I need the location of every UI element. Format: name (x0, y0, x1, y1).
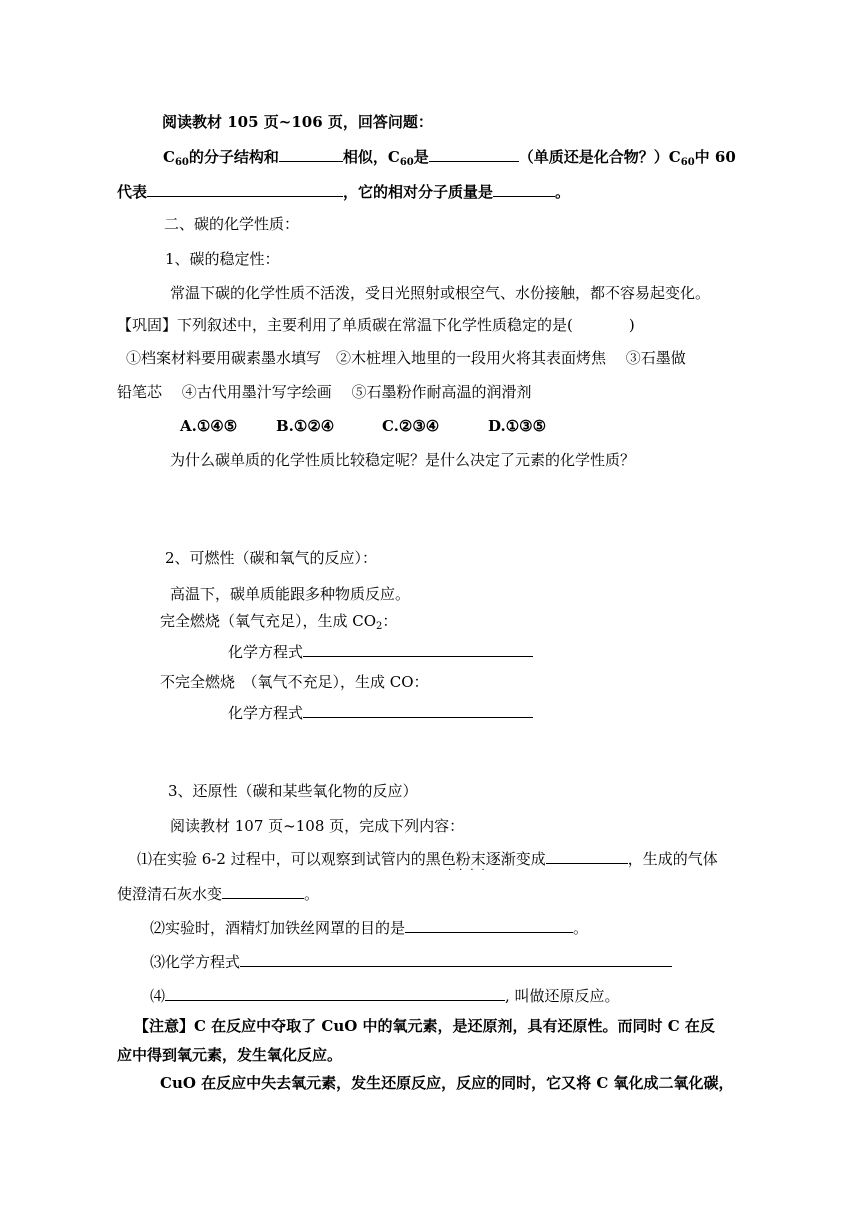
c60-question-line: $C_{60}$的分子结构和 相似，$C_{60}$是 （单质还是化合物？）$C_{60}$中 60 (163, 148, 736, 168)
subheading-combustibility: 2、可燃性（碳和氧气的反应）： (165, 549, 378, 567)
option-d[interactable]: D.①③⑤ (488, 417, 547, 435)
equation-line-1: 化学方程式 (228, 641, 533, 662)
subheading-reducibility: 3、还原性（碳和某些氧化物的反应） (168, 782, 418, 800)
blank-molecular-mass[interactable] (493, 181, 555, 197)
question-1-line-2: 使澄清石灰水变 。 (117, 885, 320, 903)
note-line-1: 【注意】C 在反应中夺取了 CuO 中的氧元素，是还原剂，具有还原性。而同时 C 在反 (134, 1017, 715, 1035)
question-4: ⑷ , 叫做还原反应。 (150, 987, 620, 1005)
blank-60-meaning[interactable] (147, 181, 343, 197)
blank-equation-2[interactable] (303, 702, 533, 718)
option-c[interactable]: C.②③④ (382, 417, 440, 435)
complete-combustion-line: 完全燃烧（氧气充足），生成 $CO_2$： (160, 612, 398, 632)
question-2: ⑵实验时，酒精灯加铁丝网罩的目的是 。 (150, 919, 589, 937)
blank-element-or-compound[interactable] (429, 146, 519, 162)
practice-items-line-2: 铅笔芯 ④古代用墨汁写字绘画 ⑤石墨粉作耐高温的润滑剂 (117, 383, 532, 401)
option-a[interactable]: A.①④⑤ (180, 417, 238, 435)
stability-paragraph: 常温下碳的化学性质不活泼，受日光照射或根空气、水份接触，都不容易起变化。 (170, 284, 711, 302)
emphasis-dots: ···· (448, 865, 493, 876)
blank-limewater-change[interactable] (222, 883, 304, 899)
incomplete-combustion-line: 不完全燃烧 （氧气不充足），生成 CO： (160, 673, 429, 691)
why-question: 为什么碳单质的化学性质比较稳定呢？是什么决定了元素的化学性质？ (170, 451, 636, 469)
read-instruction-1: 阅读教材 105 页~106 页，回答问题： (162, 113, 433, 131)
question-3: ⑶化学方程式 (150, 951, 672, 972)
blank-wire-mesh-purpose[interactable] (405, 917, 573, 933)
blank-similar-structure[interactable] (279, 146, 343, 162)
blank-equation-1[interactable] (303, 641, 533, 657)
answer-blank-practice[interactable] (573, 315, 629, 330)
equation-line-2: 化学方程式 (228, 702, 533, 723)
section-heading-chemical-properties: 二、碳的化学性质： (164, 215, 300, 233)
c60-meaning-line: 代表 ，它的相对分子质量是 。 (117, 183, 571, 201)
read-instruction-2: 阅读教材 107 页~108 页，完成下列内容： (170, 817, 465, 835)
blank-equation-3[interactable] (240, 951, 672, 967)
subheading-stability: 1、碳的稳定性： (165, 250, 280, 268)
question-1-line-1: ⑴在实验 6-2 过程中，可以观察到试管内的黑色粉末逐渐变成 ，生成的气体 (137, 850, 718, 868)
practice-question: 【巩固】下列叙述中，主要利用了单质碳在常温下化学性质稳定的是( ) (117, 316, 635, 334)
combustibility-paragraph: 高温下，碳单质能跟多种物质反应。 (170, 585, 411, 603)
blank-powder-color[interactable] (546, 848, 628, 864)
blank-reduction-definition[interactable] (165, 985, 505, 1001)
option-b[interactable]: B.①②④ (276, 417, 335, 435)
practice-items-line-1: ①档案材料要用碳素墨水填写 ②木桩埋入地里的一段用火将其表面烤焦 ③石墨做 (126, 349, 686, 367)
cuo-paragraph: CuO 在反应中失去氧元素，发生还原反应，反应的同时，它又将 C 氧化成二氧化碳， (160, 1074, 734, 1092)
note-line-2: 应中得到氧元素，发生氧化反应。 (117, 1046, 343, 1064)
